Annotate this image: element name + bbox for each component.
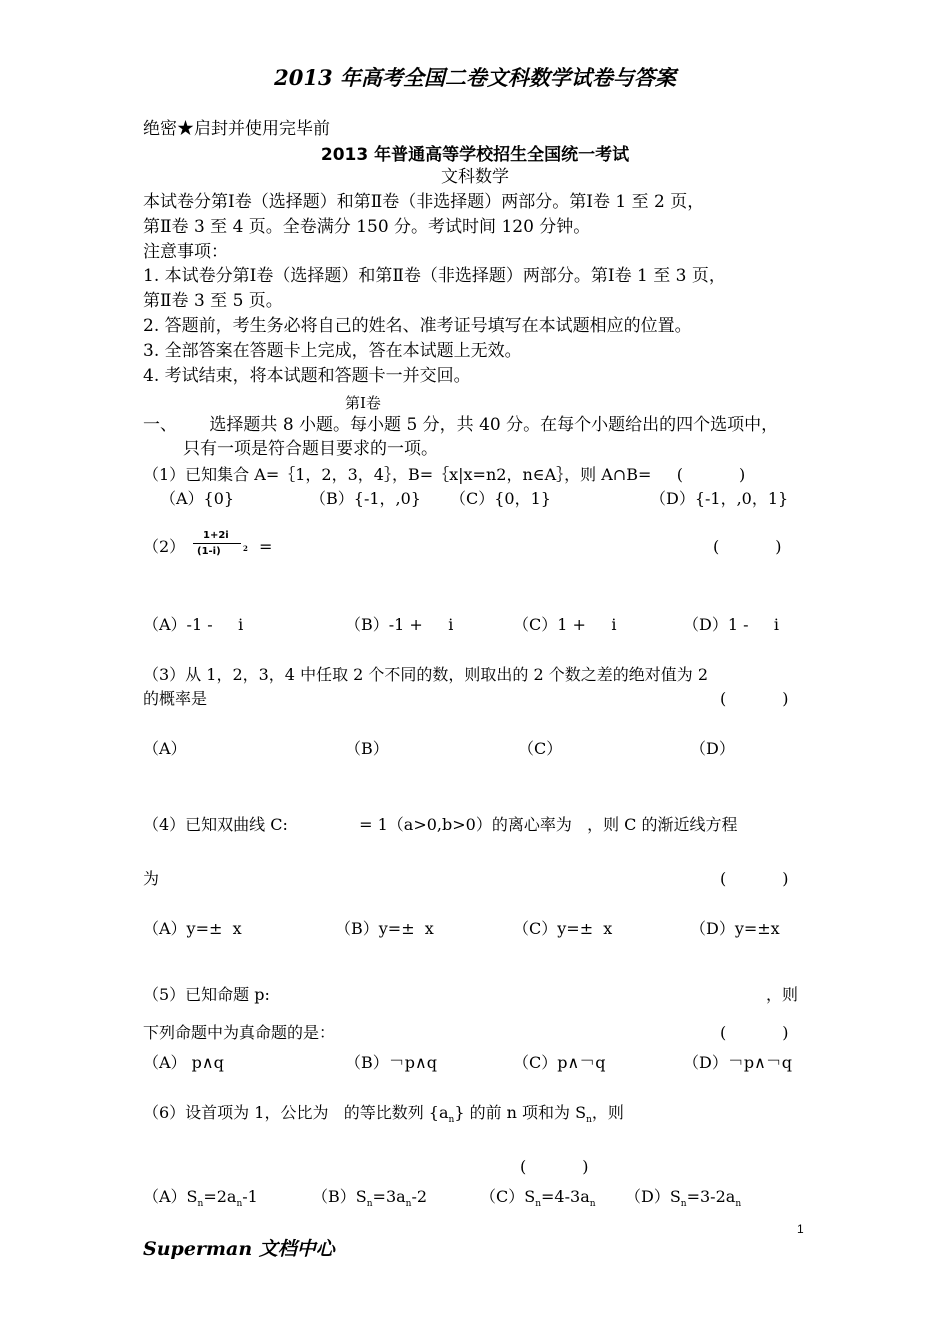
q2-label: （2） [143,537,186,556]
q6-b-part: =3a [372,1187,406,1206]
note-4: 4. 考试结束，将本试题和答题卡一并交回。 [143,366,471,386]
intro-line-1: 本试卷分第Ⅰ卷（选择题）和第Ⅱ卷（非选择题）两部分。第Ⅰ卷 1 至 2 页， [143,192,705,212]
q6-c-part: =4-3a [541,1187,590,1206]
q2-numerator: 1+2i [203,530,229,541]
q2-denominator: (1-i) [197,546,221,557]
q6-sub-n: n [366,1199,373,1209]
q2-option-d: （D）1 - i [683,615,780,634]
q4-stem-line-1: （4）已知双曲线 C: = 1（a>0,b>0）的离心率为 ，则 C 的渐近线方程 [143,815,738,834]
q5-option-c: （C）p∧￢q [513,1053,606,1072]
part1-heading: 第Ⅰ卷 [345,394,381,412]
intro-line-2: 第Ⅱ卷 3 至 4 页。全卷满分 150 分。考试时间 120 分钟。 [143,217,591,237]
document-title: 2013 年高考全国二卷文科数学试卷与答案 [274,65,676,90]
q5-stem-line-1: （5）已知命题 p: [143,985,270,1004]
q6-stem [143,1102,624,1131]
q2-equals: = [259,537,273,556]
q6-b-part: -2 [411,1187,428,1206]
q4-option-d: （D）y=±x [690,919,780,938]
q3-option-b: （B） [345,739,389,758]
q1-option-a: （A）{0} [160,489,235,508]
q4-option-b: （B）y=± x [335,919,434,938]
q2-option-b: （B）-1 + i [345,615,454,634]
q6-a-part: -1 [242,1187,258,1206]
q6-sub-n: n [735,1199,742,1209]
q5-option-d: （D）￢p∧￢q [683,1053,793,1072]
q2-fraction [193,530,251,570]
q6-sub-n: n [586,1115,592,1125]
q6-paren: ( ) [520,1157,589,1176]
q5-paren: ( ) [720,1023,789,1042]
q5-option-b: （B）￢p∧q [345,1053,437,1072]
page-number: 1 [797,1222,804,1236]
note-3: 3. 全部答案在答题卡上完成，答在本试题上无效。 [143,341,522,361]
footer-brand: Superman 文档中心 [143,1238,335,1260]
q2-paren: ( ) [713,537,782,556]
note-1-line-2: 第Ⅱ卷 3 至 5 页。 [143,291,283,311]
q1-option-b: （B）{-1，,0} [310,489,421,508]
q6-d-part: （D）S [625,1187,681,1206]
q3-paren: ( ) [720,689,789,708]
q3-option-a: （A） [143,739,187,758]
q6-stem-start: （6）设首项为 1，公比为 的等比数列 {a [143,1103,449,1122]
q6-sub-n: n [535,1199,542,1209]
q6-sub-n: n [448,1115,455,1125]
note-1-line-1: 1. 本试卷分第Ⅰ卷（选择题）和第Ⅱ卷（非选择题）两部分。第Ⅰ卷 1 至 3 页， [143,266,726,286]
q6-option-a [143,1186,258,1215]
q6-option-d [625,1186,741,1215]
q3-stem-line-1: （3）从 1，2，3，4 中任取 2 个不同的数，则取出的 2 个数之差的绝对值为 2 [143,665,709,684]
q1-stem: （1）已知集合 A=｛1，2，3，4｝，B=｛x|x=n2，n∈A｝，则 A∩B= ( ) [143,465,746,484]
q4-stem-line-2: 为 [143,869,160,888]
q4-paren: ( ) [720,869,789,888]
notes-heading: 注意事项： [143,242,228,262]
q6-a-part: （A）S [143,1187,198,1206]
q3-option-d: （D） [690,739,735,758]
q1-option-d: （D）{-1，,0，1} [650,489,789,508]
q6-sub-n: n [405,1199,412,1209]
q6-option-b [312,1186,427,1215]
q6-d-part: =3-2a [686,1187,736,1206]
q6-a-part: =2a [203,1187,237,1206]
q6-sub-n: n [589,1199,596,1209]
section-line-1: 一、 选择题共 8 小题。每小题 5 分，共 40 分。在每个小题给出的四个选项中， [143,415,779,435]
q6-c-part: （C）S [480,1187,536,1206]
q6-stem-mid: } 的前 n 项和为 S [454,1103,587,1122]
q3-stem-line-2: 的概率是 [143,689,208,708]
q6-stem-end: ，则 [591,1103,624,1122]
q6-b-part: （B）S [312,1187,367,1206]
q6-option-c [480,1186,596,1215]
q4-option-c: （C）y=± x [513,919,613,938]
q2-option-a: （A）-1 - i [143,615,244,634]
q3-option-c: （C） [518,739,563,758]
q4-option-a: （A）y=± x [143,919,242,938]
section-line-2: 只有一项是符合题目要求的一项。 [183,439,438,459]
note-2: 2. 答题前，考生务必将自己的姓名、准考证号填写在本试题相应的位置。 [143,316,692,336]
q6-sub-n: n [197,1199,204,1209]
secret-label: 绝密★启封并使用完毕前 [143,119,330,139]
q5-stem-line-2: 下列命题中为真命题的是： [143,1023,336,1042]
q5-option-a: （A） p∧q [143,1053,224,1072]
q2-option-c: （C）1 + i [513,615,617,634]
q5-stem-line-1-end: ，则 [766,985,799,1004]
q2-exponent: 2 [243,544,248,553]
exam-name: 2013 年普通高等学校招生全国统一考试 [320,145,630,165]
q6-sub-n: n [236,1199,243,1209]
subject-title: 文科数学 [441,167,509,187]
q1-option-c: （C）{0，1} [450,489,551,508]
q6-sub-n: n [680,1199,687,1209]
fraction-bar [193,543,241,544]
